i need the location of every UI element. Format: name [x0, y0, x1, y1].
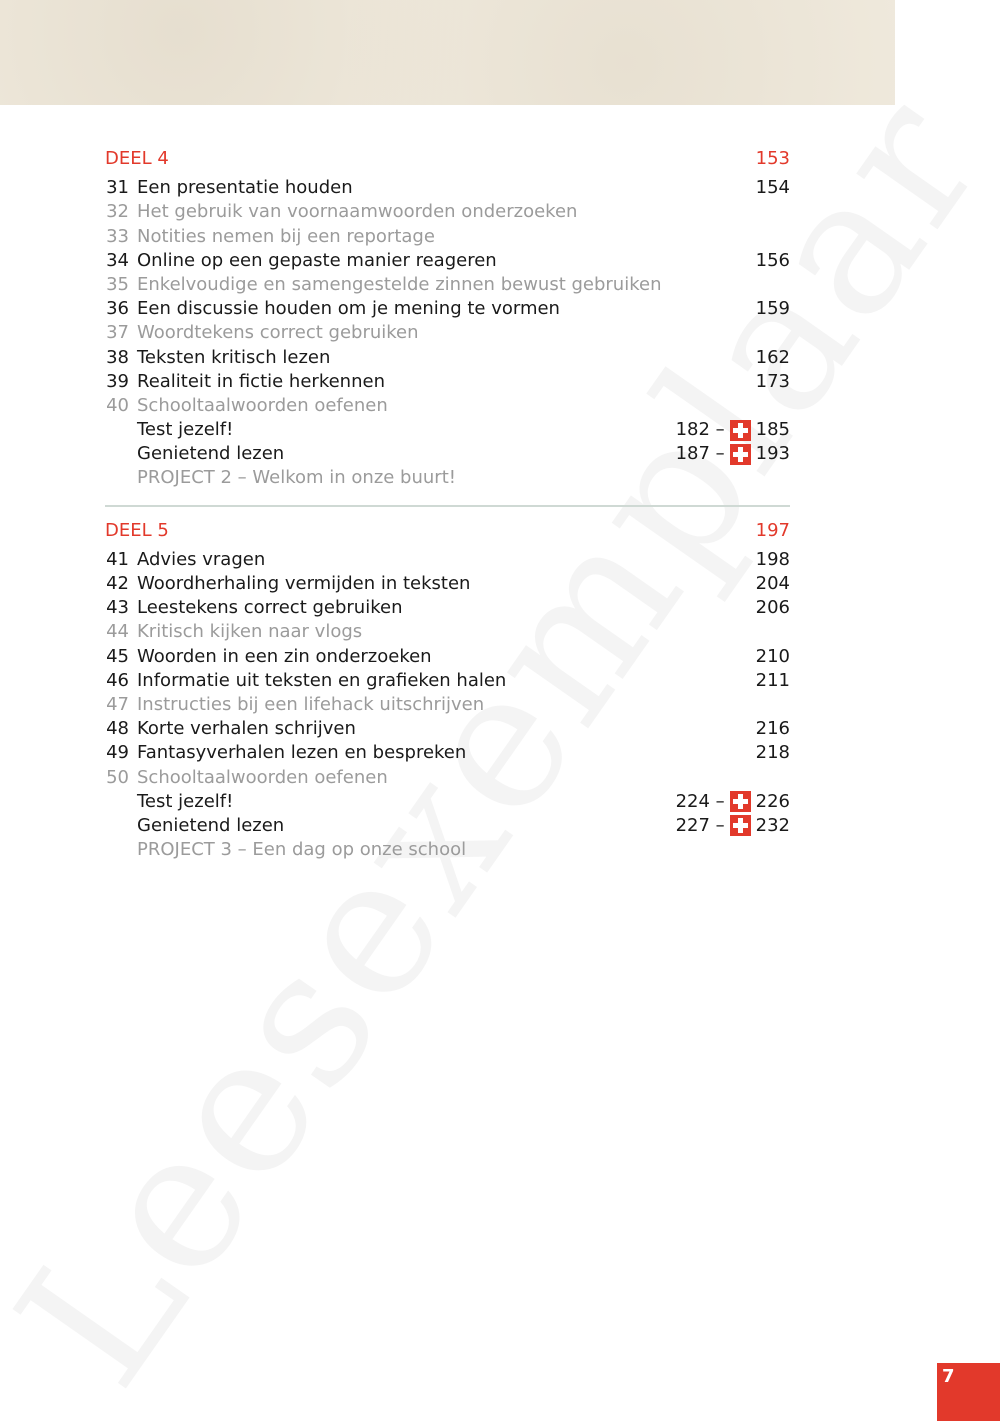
chapter-number: 43	[106, 597, 129, 619]
chapter-page	[756, 572, 790, 596]
page-to: 232	[755, 814, 790, 836]
chapter-number: 39	[106, 370, 129, 392]
chapter-title: Leestekens correct gebruiken	[137, 597, 403, 619]
chapter-title: Schooltaalwoorden oefenen	[137, 394, 388, 416]
chapter-title: Test jezelf!	[137, 790, 234, 812]
chapter-page	[756, 370, 790, 394]
page-number-text: 162	[755, 346, 790, 368]
chapter-title: Genietend lezen	[137, 814, 285, 836]
chapter-page	[756, 741, 790, 765]
toc-entry[interactable]	[105, 741, 790, 765]
chapter-title: Enkelvoudige en samengestelde zinnen bewust gebruiken	[137, 273, 662, 295]
chapter-title: Informatie uit teksten en grafieken halen	[137, 669, 507, 691]
page-to: 185	[755, 419, 790, 441]
toc-entry	[105, 200, 790, 224]
toc-entry	[105, 620, 790, 644]
toc-entry	[105, 321, 790, 345]
toc-entry[interactable]	[105, 548, 790, 572]
toc-entry	[105, 838, 790, 862]
chapter-page	[756, 249, 790, 273]
toc-entry	[105, 273, 790, 297]
toc-entry[interactable]	[105, 790, 790, 814]
toc-entry[interactable]	[105, 442, 790, 466]
toc-entry[interactable]	[105, 346, 790, 370]
section-label: DEEL 5	[105, 519, 169, 541]
toc-entry[interactable]	[105, 645, 790, 669]
page-from: 227 –	[675, 814, 725, 836]
page-number-text: 197	[755, 519, 790, 541]
toc-entry	[105, 394, 790, 418]
chapter-title: Woorden in een zin onderzoeken	[137, 645, 432, 667]
chapter-number: 33	[106, 225, 129, 247]
page-number-text: 204	[755, 573, 790, 594]
chapter-title: Het gebruik van voornaamwoorden onderzoeken	[137, 201, 578, 223]
chapter-title: Korte verhalen schrijven	[137, 718, 356, 740]
toc-entry[interactable]	[105, 572, 790, 596]
section-heading[interactable]	[105, 147, 790, 171]
page-number-text: 154	[755, 177, 790, 199]
chapter-number: 48	[106, 718, 129, 740]
chapter-number: 32	[106, 201, 129, 223]
section-page	[756, 147, 790, 171]
chapter-number: 42	[106, 573, 129, 594]
chapter-title: PROJECT 2 – Welkom in onze buurt!	[137, 467, 456, 489]
chapter-number: 38	[106, 346, 129, 368]
toc-entry[interactable]	[105, 297, 790, 321]
section-label: DEEL 4	[105, 148, 169, 169]
page-number: 7	[937, 1363, 1000, 1421]
page-number-text: 198	[755, 548, 790, 570]
toc-entry[interactable]	[105, 814, 790, 838]
section-heading[interactable]	[105, 519, 790, 543]
chapter-page	[756, 645, 790, 669]
toc-entry	[105, 766, 790, 790]
chapter-number: 34	[106, 249, 129, 271]
chapter-number: 37	[106, 322, 129, 344]
chapter-title: Kritisch kijken naar vlogs	[137, 621, 363, 643]
chapter-number: 36	[106, 298, 129, 320]
toc-entry	[105, 225, 790, 249]
page-number-text: 210	[755, 645, 790, 667]
chapter-title: Teksten kritisch lezen	[137, 346, 331, 368]
chapter-number: 47	[106, 693, 129, 715]
chapter-page	[756, 548, 790, 572]
toc-entry[interactable]	[105, 669, 790, 693]
page-number-text: 206	[755, 597, 790, 619]
page-from: 187 –	[675, 443, 725, 465]
chapter-title: Een discussie houden om je mening te vormen	[137, 298, 560, 320]
page-number-text: 159	[755, 298, 790, 320]
page-range	[676, 790, 790, 814]
plus-icon	[730, 815, 751, 836]
chapter-number: 44	[106, 621, 129, 643]
toc-entry[interactable]	[105, 418, 790, 442]
chapter-title: Instructies bij een lifehack uitschrijven	[137, 693, 485, 715]
toc-entry[interactable]	[105, 176, 790, 200]
chapter-page	[756, 176, 790, 200]
toc-entry	[105, 466, 790, 490]
chapter-number: 40	[106, 394, 129, 416]
chapter-number: 31	[106, 177, 129, 199]
chapter-title: Woordtekens correct gebruiken	[137, 322, 419, 344]
chapter-title: Schooltaalwoorden oefenen	[137, 766, 388, 788]
table-of-contents	[105, 147, 790, 862]
chapter-page	[756, 297, 790, 321]
chapter-number: 45	[106, 645, 129, 667]
plus-icon	[730, 420, 751, 441]
page-number-text: 211	[755, 669, 790, 691]
chapter-title: Genietend lezen	[137, 443, 285, 465]
toc-entry[interactable]	[105, 596, 790, 620]
page-number-text: 173	[755, 370, 790, 392]
chapter-title: Een presentatie houden	[137, 177, 353, 199]
page-number-text: 218	[755, 742, 790, 764]
chapter-page	[756, 596, 790, 620]
toc-entry[interactable]	[105, 249, 790, 273]
chapter-number: 35	[106, 273, 129, 295]
chapter-number: 41	[106, 548, 129, 570]
chapter-number: 49	[106, 742, 129, 764]
page-range	[676, 814, 790, 838]
plus-icon	[730, 791, 751, 812]
page-range	[676, 442, 790, 466]
chapter-title: Online op een gepaste manier reageren	[137, 249, 497, 271]
section-divider	[105, 505, 790, 507]
toc-entry[interactable]	[105, 370, 790, 394]
chapter-title: Advies vragen	[137, 548, 266, 570]
chapter-title: Notities nemen bij een reportage	[137, 225, 435, 247]
header-banner	[0, 0, 895, 105]
page-number-text: 156	[755, 249, 790, 271]
chapter-title: Woordherhaling vermijden in teksten	[137, 573, 471, 594]
chapter-title: Realiteit in fictie herkennen	[137, 370, 385, 392]
chapter-title: Test jezelf!	[137, 419, 234, 441]
page-to: 193	[755, 443, 790, 465]
section-page	[756, 519, 790, 543]
chapter-number: 46	[106, 669, 129, 691]
page-number-text: 216	[755, 718, 790, 740]
toc-entry	[105, 693, 790, 717]
chapter-number: 50	[106, 766, 129, 788]
chapter-page	[756, 717, 790, 741]
page-number-text: 153	[755, 148, 790, 169]
chapter-title: PROJECT 3 – Een dag op onze school	[137, 839, 467, 861]
page-to: 226	[755, 790, 790, 812]
chapter-page	[756, 669, 790, 693]
page-from: 224 –	[675, 790, 725, 812]
chapter-page	[756, 346, 790, 370]
toc-entry[interactable]	[105, 717, 790, 741]
page-range	[676, 418, 790, 442]
plus-icon	[730, 444, 751, 465]
chapter-title: Fantasyverhalen lezen en bespreken	[137, 742, 467, 764]
page-from: 182 –	[675, 419, 725, 441]
